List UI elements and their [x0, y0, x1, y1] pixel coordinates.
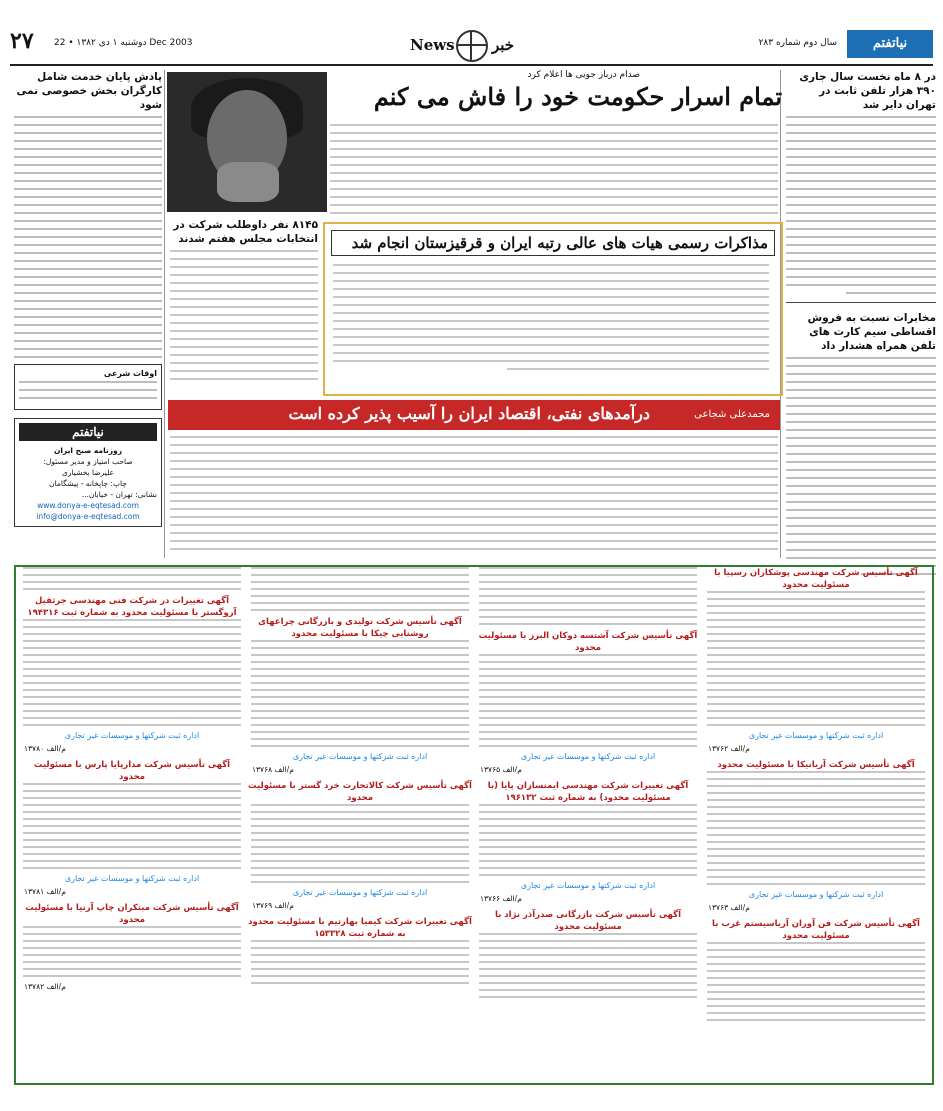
right-column [786, 70, 936, 581]
ad-item [476, 567, 700, 774]
issue-date: دوشنبه ۱ دی ۱۳۸۲ • 22 Dec 2003 [54, 38, 193, 48]
ad-title: آگهی تغییرات شرکت کیمیا بهارتیم با مسئولیت محدود به شماره ثبت ۱۵۳۳۲۸ [248, 917, 472, 939]
feature-body [170, 436, 778, 556]
ads-column [20, 567, 244, 1083]
ad-item [20, 759, 244, 896]
issue-number: سال دوم شماره ۲۸۳ [758, 38, 837, 48]
ad-item [248, 916, 472, 984]
column-divider [164, 70, 165, 558]
ad-item [476, 780, 700, 903]
prayer-times-table [14, 364, 162, 410]
website-link[interactable]: www.donya-e-eqtesad.com [37, 501, 139, 510]
publisher-line: علیرضا بخشیاری [61, 468, 115, 477]
ads-column [476, 567, 700, 1083]
ad-title: آگهی تأسیس شرکت مدارپایا پارس با مسئولیت محدود [33, 760, 231, 782]
ad-number: م/الف ۱۳۷۶۵ [480, 765, 522, 774]
section-logo-en: News [410, 36, 455, 54]
section-logo-fa: خبر [492, 36, 515, 54]
ad-item [704, 567, 928, 753]
page-number: ۲۷ [10, 28, 34, 54]
ad-footer: اداره ثبت شرکتها و موسسات غیر تجاری [748, 890, 884, 899]
ad-title: آگهی تأسیس شرکت تولیدی و بازرگانی چراغهای روشنایی چیکا با مسئولیت محدود [258, 617, 462, 639]
ad-number: م/الف ۱۳۷۶۲ [708, 744, 750, 753]
story-body [786, 116, 936, 294]
ad-item [20, 902, 244, 991]
ad-item [248, 567, 472, 774]
story-title: مخابرات نسبت به فروش اقساطی سیم کارت های تلفن همراه هشدار داد [807, 312, 936, 352]
ad-footer: اداره ثبت شرکتها و موسسات غیر تجاری [292, 888, 428, 897]
ads-column [248, 567, 472, 1083]
main-headline: تمام اسرار حکومت خود را فاش می کنم [373, 82, 782, 111]
table-title: اوقات شرعی [103, 369, 157, 378]
ad-title: آگهی تأسیس شرکت فن آوران آریاسیستم غرب با مسئولیت محدود [712, 919, 920, 941]
publisher-line: نشانی: تهران - خیابان... [81, 490, 157, 499]
ad-footer: اداره ثبت شرکتها و موسسات غیر تجاری [64, 874, 200, 883]
publisher-line: چاپ: چاپخانه - پیشگامان [49, 479, 127, 488]
ad-title: آگهی تغییرات در شرکت فنی مهندسی جرثقیل آروگستر با مسئولیت محدود به شماره ثبت ۱۹۴۳۱۶ [27, 596, 237, 618]
ads-column [704, 567, 928, 1083]
feature-banner [168, 400, 780, 430]
headline-kicker: صدام درباز جویی ها اعلام کرد [527, 70, 640, 80]
publisher-box [14, 418, 162, 527]
ad-footer: اداره ثبت شرکتها و موسسات غیر تجاری [64, 731, 200, 740]
ad-title: آگهی تأسیس شرکت مبتکران چاپ آرتیا با مسئولیت محدود [25, 903, 239, 925]
news-photo [167, 72, 327, 212]
email-link[interactable]: info@donya-e-eqtesad.com [36, 512, 140, 521]
ad-number: م/الف ۱۳۷۶۸ [252, 765, 294, 774]
story-body [330, 124, 778, 220]
ad-footer: اداره ثبت شرکتها و موسسات غیر تجاری [520, 752, 656, 761]
ad-footer: اداره ثبت شرکتها و موسسات غیر تجاری [292, 752, 428, 761]
globe-icon [456, 30, 488, 62]
page-header [10, 28, 933, 66]
feature-author: محمدعلی شجاعی [694, 409, 770, 420]
publisher-line: روزنامه صبح ایران [53, 446, 123, 455]
story-body [333, 264, 769, 376]
ad-item [704, 918, 928, 1021]
boxed-story-title: مذاکرات رسمی هیات های عالی رتبه ایران و قرقیزستان انجام شد [331, 230, 775, 256]
boxed-story [323, 222, 783, 396]
left-column [14, 70, 162, 527]
publisher-line: صاحب امتیاز و مدیر مسئول: [43, 457, 133, 466]
publisher-logo: نیاتفتم [19, 423, 157, 441]
ad-item [704, 759, 928, 912]
ad-title: آگهی تغییرات شرکت مهندسی ایمنسازان پایا (با مسئولیت محدود) به شماره ثبت ۱۹۶۱۳۲ [487, 781, 689, 803]
masthead-logo: نیاتفتم [847, 30, 933, 58]
story-body [786, 357, 936, 575]
ad-title: آگهی تأسیس شرکت آریانیکا با مسئولیت محدود [717, 760, 915, 770]
sub-headline: ۸۱۴۵ نفر داوطلب شرکت در انتخابات مجلس هفتم شدند [173, 219, 318, 245]
ad-title: آگهی تأسیس شرکت مهندسی پوشکاران رسپیا با مسئولیت محدود [714, 568, 918, 590]
story-title: در ۸ ماه نخست سال جاری ۳۹۰ هزار تلفن ثابت در تهران دایر شد [799, 71, 936, 111]
ad-number: م/الف ۱۳۷۶۶ [480, 894, 522, 903]
ad-number: م/الف ۱۳۷۸۱ [24, 887, 66, 896]
ad-footer: اداره ثبت شرکتها و موسسات غیر تجاری [520, 881, 656, 890]
ad-footer: اداره ثبت شرکتها و موسسات غیر تجاری [748, 731, 884, 740]
story-body [170, 250, 318, 386]
story-title: پادش پایان خدمت شامل کارگران بخش خصوصی نمی شود [16, 71, 162, 111]
classified-ads [14, 565, 934, 1085]
ad-item [248, 780, 472, 910]
story-body [14, 116, 162, 358]
ad-item [20, 567, 244, 753]
divider [786, 302, 936, 303]
ad-number: م/الف ۱۳۷۶۳ [708, 903, 750, 912]
ad-number: م/الف ۱۳۷۸۰ [24, 744, 66, 753]
feature-title: درآمدهای نفتی، اقتصاد ایران را آسیب پذیر کرده است [288, 404, 650, 423]
ad-number: م/الف ۱۳۷۸۲ [24, 982, 66, 991]
ad-title: آگهی تأسیس شرکت بازرگانی صدرآذر نژاد با مسئولیت محدود [494, 910, 682, 932]
ad-title: آگهی تأسیس شرکت کالاتجارت خرد گستر با مسئولیت محدود [248, 781, 472, 803]
ad-number: م/الف ۱۳۷۶۹ [252, 901, 294, 910]
ad-title: آگهی تأسیس شرکت آشتسه دوکان البرز با مسئولیت محدود [478, 631, 698, 653]
section-logo [410, 30, 530, 60]
ad-item [476, 909, 700, 998]
